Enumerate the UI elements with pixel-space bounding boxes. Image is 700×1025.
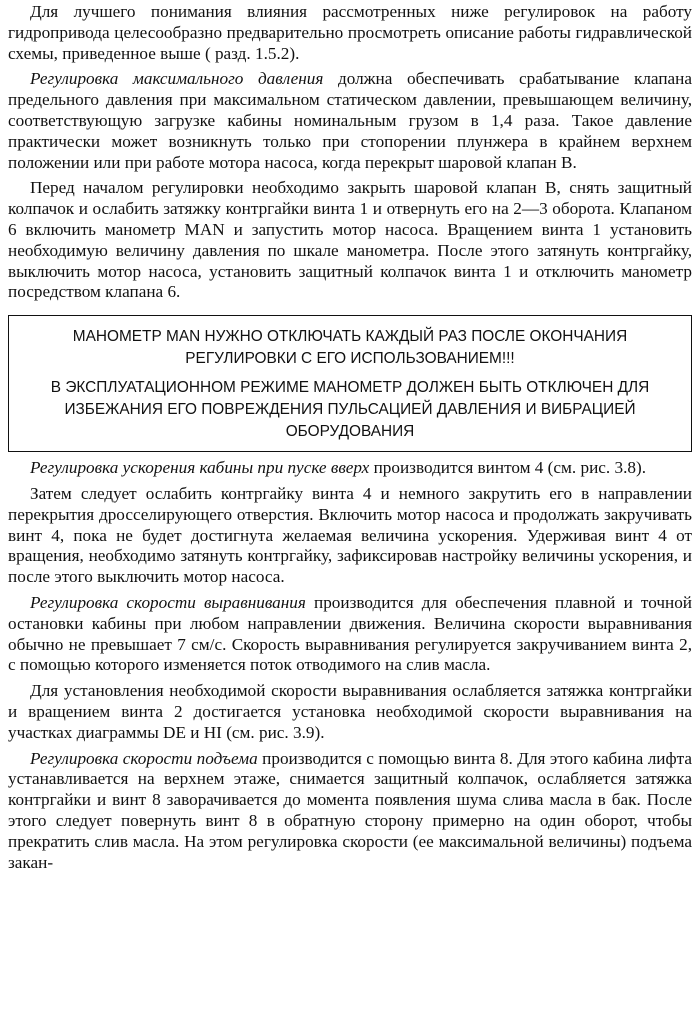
acceleration-procedure-paragraph [8,484,692,588]
max-pressure-term: Регулировка максимального давления [30,69,324,89]
intro-paragraph [8,2,692,64]
acceleration-term: Регулировка ускорения кабины при пуске вверх [30,458,370,478]
leveling-procedure-paragraph [8,681,692,743]
acceleration-text: производится винтом 4 (см. рис. 3.8). [369,458,647,478]
lift-speed-paragraph [8,749,692,874]
lift-speed-text: производится с помощью винта 8. Для этого кабина лифта устанавливается на верхнем этаже, снимается защитный колпачок, ослабляется затяжка контргайки и винт 8 заворачивается до момента появления шума слива масла в бак. После этого следует повернуть винт 8 в обратную сторону примерно на один оборот, чтобы прекратить слив масла. На этом регулировка скорости (ее максимальной величины) подъема закан- [8,748,692,872]
warning-line-1: МАНОМЕТР MAN НУЖНО ОТКЛЮЧАТЬ КАЖДЫЙ РАЗ ПОСЛЕ ОКОНЧАНИЯ РЕГУЛИРОВКИ С ЕГО ИСПОЛЬЗОВАНИЕМ!!! [72,328,628,368]
leveling-speed-text: производится для обеспечения плавной и точной остановки кабины при любом направлении движения. Величина скорости выравнивания обычно не превышает 7 см/с. Скорость выравнивания регулируется закручиванием винта 2, с помощью которого изменяется поток отводимого на слив масла. [8,592,692,675]
acceleration-paragraph [8,458,692,479]
leveling-procedure-text: Для установления необходимой скорости выравнивания ослабляется затяжка контргайки и вращением винта 2 достигается установка необходимой скорости выравнивания на участках диаграммы DE и HI (см. рис. 3.9). [8,681,692,742]
document-page [8,2,692,873]
procedure-text: Перед началом регулировки необходимо закрыть шаровой клапан В, снять защитный колпачок и ослабить затяжку контргайки винта 1 и отвернуть его на 2—3 оборота. Клапаном 6 включить манометр MAN и запустить мотор насоса. Вращением винта 1 установить необходимую величину давления по шкале манометра. После этого затянуть контргайку, выключить мотор насоса, установить защитный колпачок винта 1 и отключить манометр посредством клапана 6. [8,178,692,302]
max-pressure-text: должна обеспечивать срабатывание клапана предельного давления при максимальном статическом давлении, превышающем величину, соответствующую загрузке кабины номинальным грузом в 1,4 раза. Такое давление практически может возникнуть только при стопорении плунжера в крайнем верхнем положении или при работе мотора насоса, когда перекрыт шаровой клапан В. [8,69,692,172]
acceleration-procedure-text: Затем следует ослабить контргайку винта 4 и немного закрутить его в направлении перекрытия дросселирующего отверстия. Включить мотор насоса и продолжать закручивать винт 4, пока не будет достигнута желаемая величина ускорения. Удерживая винт 4 от вращения, необходимо затянуть контргайку, зафиксировав настройку величины ускорения, и после этого выключить мотор насоса. [8,483,692,587]
leveling-speed-term: Регулировка скорости выравнивания [30,592,306,612]
procedure-paragraph [8,178,692,303]
leveling-speed-paragraph [8,593,692,676]
intro-text: Для лучшего понимания влияния рассмотренных ниже регулировок на работу гидропривода целесообразно предварительно просмотреть описание работы гидравлической схемы, приведенное выше ( разд. 1.5.2). [8,2,692,63]
lift-speed-term: Регулировка скорости подъема [30,748,258,768]
max-pressure-paragraph [8,69,692,173]
warning-line-2: В ЭКСПЛУАТАЦИОННОМ РЕЖИМЕ МАНОМЕТР ДОЛЖЕН БЫТЬ ОТКЛЮЧЕН ДЛЯ ИЗБЕЖАНИЯ ЕГО ПОВРЕЖДЕНИЯ ПУЛЬСАЦИЕЙ ДАВЛЕНИЯ И ВИБРАЦИЕЙ ОБОРУДОВАНИЯ [50,379,650,441]
warning-notice-box [8,315,692,452]
